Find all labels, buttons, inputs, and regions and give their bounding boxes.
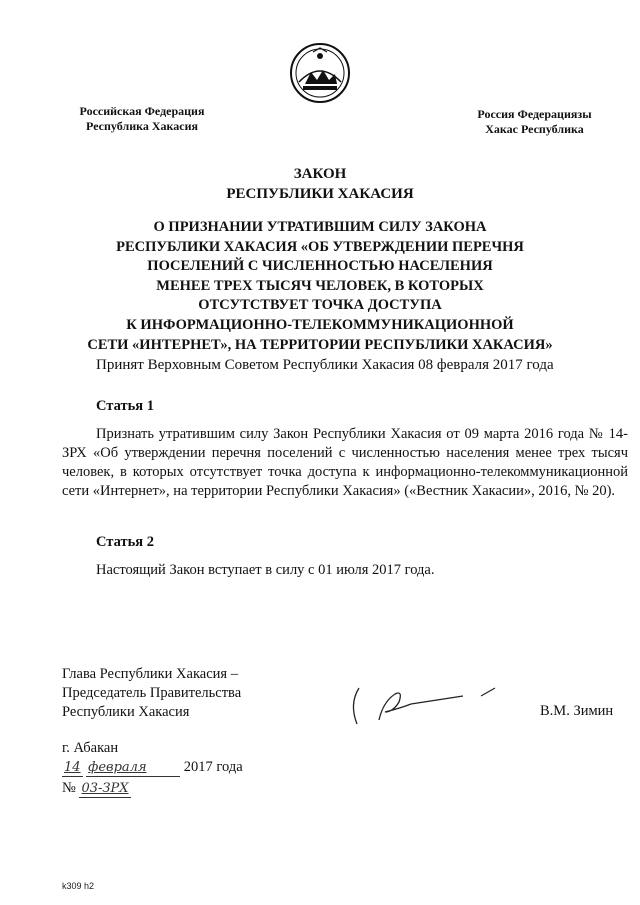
- signatory-position: [62, 665, 241, 722]
- law-title-line1: ЗАКОН: [293, 166, 347, 182]
- adoption-statement: Принят Верховным Советом Республики Хакасия 08 февраля 2017 года: [96, 357, 554, 373]
- law-subject-line: ПОСЕЛЕНИЙ С ЧИСЛЕННОСТЬЮ НАСЕЛЕНИЯ: [147, 258, 493, 275]
- header-right-republic: Хакас Республика: [485, 122, 584, 136]
- issue-city: г. Абакан: [62, 740, 119, 756]
- law-subject-line: ОТСУТСТВУЕТ ТОЧКА ДОСТУПА: [198, 297, 442, 314]
- header-left-republic: Республика Хакасия: [86, 119, 198, 133]
- article-1-heading: Статья 1: [96, 398, 154, 414]
- law-subject-line: К ИНФОРМАЦИОННО-ТЕЛЕКОММУНИКАЦИОННОЙ: [126, 316, 514, 333]
- issue-number: [62, 780, 131, 798]
- article-2-text: Настоящий Закон вступает в силу с 01 июля 2017 года.: [96, 562, 435, 578]
- issue-date: [62, 759, 243, 777]
- law-title: [0, 164, 640, 204]
- number-sign: №: [62, 780, 76, 796]
- law-subject-line: СЕТИ «ИНТЕРНЕТ», НА ТЕРРИТОРИИ РЕСПУБЛИКИ ХАКАСИЯ»: [87, 336, 553, 353]
- header-right: [462, 107, 607, 137]
- signatory-position-line3: Республики Хакасия: [62, 704, 190, 720]
- handwritten-month: [86, 759, 180, 777]
- handwritten-signature: [345, 682, 525, 728]
- document-code: k309 h2: [62, 881, 95, 891]
- handwritten-number: [79, 780, 130, 798]
- handwritten-number-text: 03-ЗРХ: [81, 781, 129, 796]
- header-right-country: Россия Федерациязы: [477, 107, 592, 121]
- law-subject: [50, 218, 590, 355]
- header-left: [62, 104, 222, 134]
- republic-emblem: [289, 42, 351, 104]
- header-left-country: Российская Федерация: [79, 104, 205, 118]
- law-title-line2: РЕСПУБЛИКИ ХАКАСИЯ: [226, 186, 414, 202]
- law-subject-line: МЕНЕЕ ТРЕХ ТЫСЯЧ ЧЕЛОВЕК, В КОТОРЫХ: [156, 277, 484, 294]
- issue-year: 2017 года: [183, 759, 243, 775]
- handwritten-day: [62, 759, 83, 777]
- signatory-position-line1: Глава Республики Хакасия –: [62, 666, 238, 682]
- handwritten-month-text: февраля: [88, 760, 147, 775]
- law-subject-line: О ПРИЗНАНИИ УТРАТИВШИМ СИЛУ ЗАКОНА: [153, 219, 487, 235]
- law-subject-line: РЕСПУБЛИКИ ХАКАСИЯ «ОБ УТВЕРЖДЕНИИ ПЕРЕЧНЯ: [116, 238, 524, 255]
- article-2-heading: Статья 2: [96, 534, 154, 550]
- article-1-text: Признать утратившим силу Закон Республики Хакасия от 09 марта 2016 года № 14-ЗРХ «Об утверждении перечня поселений с численностью населения менее трех тысяч человек, в которых отсутствует точка доступа к информационно-телекоммуникационной сети «Интернет», на территории Республики Хакасия» («Вестник Хакасии», 2016, № 20).: [62, 426, 628, 499]
- signer-name: В.М. Зимин: [540, 703, 614, 719]
- signatory-position-line2: Председатель Правительства: [62, 685, 242, 701]
- handwritten-day-text: 14: [64, 760, 81, 775]
